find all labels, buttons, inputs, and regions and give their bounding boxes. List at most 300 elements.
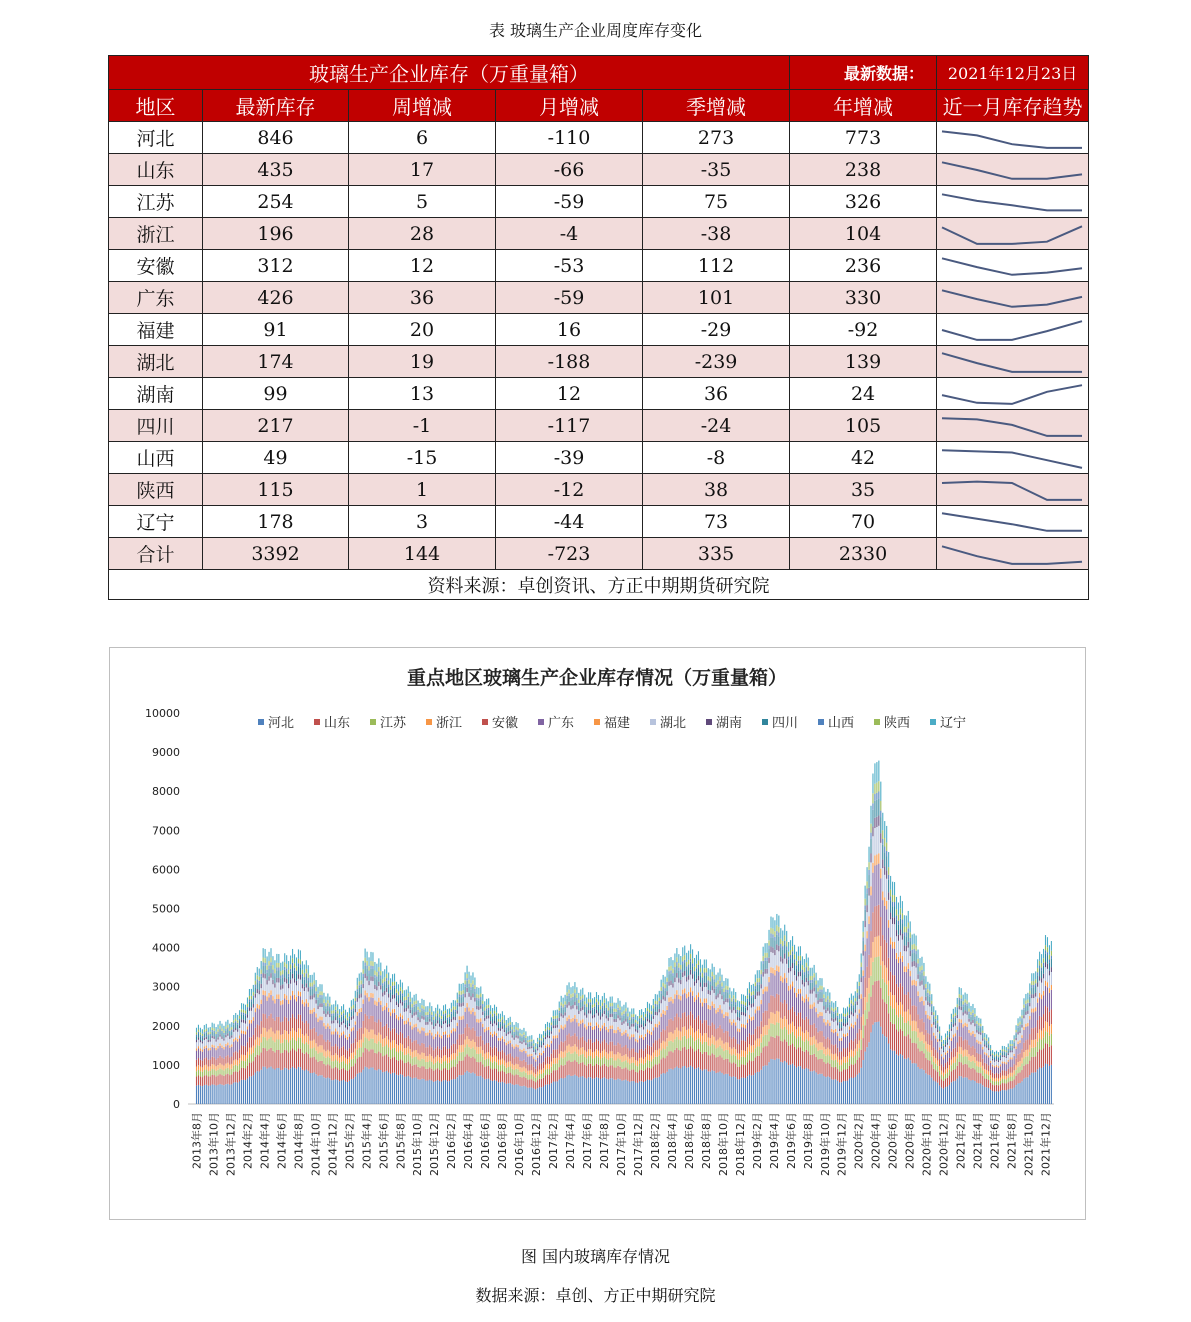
bar-segment [623, 1055, 624, 1061]
bar-segment [380, 975, 381, 978]
bar-segment [867, 1047, 868, 1104]
bar-segment [670, 985, 671, 997]
bar-segment [519, 1086, 520, 1104]
bar-segment [241, 1061, 242, 1068]
bar-segment [739, 1054, 740, 1060]
bar-segment [890, 901, 891, 912]
bar-segment [700, 1069, 701, 1104]
bar-segment [914, 1063, 915, 1104]
bar-segment [847, 1048, 848, 1057]
bar-segment [402, 993, 403, 995]
bar-segment [627, 1034, 628, 1037]
bar-segment [267, 1018, 268, 1031]
bar-segment [737, 1079, 738, 1104]
bar-segment [714, 989, 715, 993]
bar-segment [325, 996, 326, 1002]
bar-segment [341, 1081, 342, 1104]
bar-segment [619, 1044, 620, 1053]
bar-segment [533, 1076, 534, 1080]
bar-segment [357, 1002, 358, 1012]
bar-segment [621, 1062, 622, 1069]
bar-segment [647, 1060, 648, 1067]
bar-segment [404, 1048, 405, 1055]
bar-segment [857, 1075, 858, 1104]
bar-segment [241, 1012, 242, 1014]
bar-segment [914, 985, 915, 1005]
bar-segment [908, 969, 909, 992]
bar-segment [218, 1040, 219, 1046]
table-row [109, 538, 1089, 570]
bar-segment [516, 1044, 517, 1046]
bar-segment [361, 1072, 362, 1104]
bar-segment [361, 1047, 362, 1056]
bar-segment [888, 880, 889, 893]
bar-segment [343, 1023, 344, 1031]
bar-segment [661, 1043, 662, 1050]
bar-segment [337, 1031, 338, 1034]
bar-segment [853, 996, 854, 1003]
bar-segment [286, 1031, 287, 1040]
bar-segment [327, 993, 328, 1000]
bar-segment [633, 1037, 634, 1048]
bar-segment [602, 1028, 603, 1041]
bar-segment [472, 1047, 473, 1056]
bar-segment [819, 989, 820, 992]
bar-segment [619, 1001, 620, 1007]
bar-segment [237, 1032, 238, 1039]
bar-segment [368, 997, 369, 1001]
bar-segment [712, 1044, 713, 1054]
bar-segment [410, 1025, 411, 1038]
bar-segment [537, 1072, 538, 1076]
bar-segment [645, 1063, 646, 1070]
bar-segment [600, 1053, 601, 1059]
bar-segment [784, 1039, 785, 1061]
bar-segment [868, 1042, 869, 1104]
bar-segment [702, 1054, 703, 1071]
bar-segment [506, 1068, 507, 1074]
bar-segment [567, 1061, 568, 1075]
bar-segment [672, 1003, 673, 1020]
bar-segment [263, 962, 264, 965]
bar-segment [349, 1023, 350, 1026]
bar-segment [914, 1031, 915, 1043]
bar-segment [827, 1037, 828, 1047]
bar-segment [414, 1041, 415, 1051]
bar-segment [790, 984, 791, 989]
bar-segment [208, 1060, 209, 1067]
bar-segment [563, 1015, 564, 1018]
bar-segment [212, 1023, 213, 1028]
bar-segment [621, 1069, 622, 1081]
bar-segment [459, 991, 460, 995]
bar-segment [600, 1067, 601, 1080]
bar-segment [300, 1049, 301, 1067]
bar-segment [212, 1038, 213, 1045]
bar-segment [833, 1022, 834, 1030]
bar-segment [331, 1061, 332, 1068]
bar-segment [818, 1017, 819, 1032]
bar-segment [918, 979, 919, 991]
bar-segment [865, 977, 866, 997]
bar-segment [590, 1023, 591, 1026]
bar-segment [592, 1059, 593, 1066]
bar-segment [278, 968, 279, 971]
bar-segment [267, 956, 268, 965]
bar-segment [225, 1084, 226, 1104]
bar-segment [761, 984, 762, 988]
bar-segment [196, 1028, 197, 1033]
bar-segment [325, 1017, 326, 1026]
bar-segment [490, 1014, 491, 1016]
bar-segment [796, 965, 797, 968]
bar-segment [388, 1008, 389, 1012]
bar-segment [208, 1077, 209, 1086]
bar-segment [916, 1064, 917, 1104]
bar-segment [649, 1034, 650, 1046]
bar-segment [561, 1025, 562, 1028]
bar-segment [586, 1078, 587, 1104]
bar-segment [747, 995, 748, 998]
bar-segment [251, 1063, 252, 1077]
bar-segment [225, 1022, 226, 1027]
bar-segment [663, 975, 664, 983]
bar-segment [353, 1027, 354, 1030]
bar-segment [568, 1015, 569, 1019]
bar-segment [743, 1001, 744, 1004]
bar-segment [843, 1057, 844, 1063]
bar-segment [806, 967, 807, 970]
bar-segment [494, 1011, 495, 1014]
week-cell: 5 [349, 186, 496, 218]
bar-segment [419, 1033, 420, 1045]
bar-segment [612, 1029, 613, 1042]
bar-segment [892, 948, 893, 975]
bar-segment [367, 968, 368, 976]
bar-segment [743, 1012, 744, 1015]
bar-segment [384, 969, 385, 977]
bar-segment [470, 1010, 471, 1014]
bar-segment [784, 978, 785, 1000]
bar-segment [274, 960, 275, 969]
bar-segment [241, 1003, 242, 1009]
bar-segment [821, 978, 822, 986]
bar-segment [772, 968, 773, 974]
bar-segment [519, 1041, 520, 1043]
bar-segment [306, 1034, 307, 1043]
legend-swatch [818, 719, 824, 725]
bar-segment [686, 1039, 687, 1050]
bar-segment [800, 976, 801, 989]
bar-segment [486, 1066, 487, 1079]
bar-segment [214, 1024, 215, 1029]
bar-segment [686, 982, 687, 994]
bar-segment [614, 1060, 615, 1067]
bar-segment [914, 952, 915, 961]
bar-segment [243, 1068, 244, 1080]
bar-segment [751, 998, 752, 1004]
bar-segment [551, 1073, 552, 1083]
bar-segment [863, 932, 864, 937]
bar-segment [406, 1020, 407, 1023]
bar-segment [274, 973, 275, 976]
bar-segment [363, 984, 364, 988]
bar-segment [863, 937, 864, 941]
bar-segment [586, 1018, 587, 1027]
bar-segment [331, 1046, 332, 1055]
bar-segment [514, 1032, 515, 1034]
bar-segment [255, 981, 256, 985]
bar-segment [537, 1038, 538, 1042]
bar-segment [902, 1005, 903, 1017]
bar-segment [694, 1069, 695, 1104]
bar-segment [412, 1018, 413, 1027]
bar-segment [421, 1043, 422, 1052]
bar-segment [239, 1070, 240, 1081]
bar-segment [406, 1048, 407, 1055]
bar-segment [482, 1015, 483, 1024]
bar-segment [310, 1029, 311, 1041]
bar-segment [780, 976, 781, 981]
bar-segment [518, 1032, 519, 1036]
bar-segment [276, 1017, 277, 1031]
bar-segment [518, 1069, 519, 1075]
bar-segment [229, 1031, 230, 1033]
bar-segment [468, 1027, 469, 1039]
bar-segment [667, 991, 668, 995]
bar-segment [853, 1078, 854, 1104]
sparkline-path [942, 258, 1082, 275]
bar-segment [798, 972, 799, 977]
bar-segment [370, 969, 371, 977]
bar-segment [459, 984, 460, 991]
bar-segment [633, 1017, 634, 1019]
bar-segment [668, 967, 669, 971]
bar-segment [280, 990, 281, 1001]
bar-segment [445, 1034, 446, 1046]
bar-segment [514, 1085, 515, 1104]
bar-segment [231, 1084, 232, 1104]
bar-segment [653, 1053, 654, 1059]
sparkline-path [942, 418, 1082, 436]
week-cell: 144 [349, 538, 496, 570]
bar-segment [810, 1037, 811, 1045]
bar-segment [667, 1006, 668, 1010]
bar-segment [218, 1048, 219, 1058]
bar-segment [565, 1028, 566, 1041]
bar-segment [541, 1055, 542, 1063]
bar-segment [531, 1054, 532, 1056]
bar-segment [370, 966, 371, 969]
bar-segment [578, 1014, 579, 1023]
chart-legend [258, 715, 966, 731]
bar-segment [421, 1008, 422, 1010]
inventory-chart-svg [110, 648, 1085, 1219]
bar-segment [329, 1078, 330, 1104]
bar-segment [410, 1077, 411, 1104]
bar-segment [859, 986, 860, 989]
bar-segment [565, 1005, 566, 1007]
bar-segment [827, 996, 828, 999]
bar-segment [323, 1003, 324, 1005]
bar-segment [731, 1063, 732, 1077]
bar-segment [702, 1023, 703, 1036]
bar-segment [259, 1009, 260, 1025]
bar-segment [480, 986, 481, 993]
bar-segment [678, 1068, 679, 1104]
bar-segment [559, 1011, 560, 1013]
bar-segment [847, 1036, 848, 1048]
bar-segment [247, 1029, 248, 1042]
bar-segment [302, 1043, 303, 1053]
bar-segment [741, 1006, 742, 1011]
bar-segment [729, 1019, 730, 1022]
region-cell: 湖北 [109, 346, 203, 378]
bar-segment [892, 902, 893, 906]
bar-segment [876, 981, 877, 1022]
bar-segment [804, 1042, 805, 1052]
bar-segment [347, 1027, 348, 1030]
bar-segment [608, 1013, 609, 1018]
bar-segment [649, 1023, 650, 1031]
bar-segment [696, 1031, 697, 1040]
bar-segment [218, 1046, 219, 1048]
bar-segment [512, 1047, 513, 1057]
bar-segment [696, 955, 697, 964]
bar-segment [300, 950, 301, 959]
bar-segment [608, 1079, 609, 1104]
bar-segment [276, 963, 277, 968]
bar-segment [657, 1024, 658, 1027]
bar-segment [378, 1033, 379, 1042]
bar-segment [535, 1055, 536, 1060]
bar-segment [663, 999, 664, 1009]
bar-segment [531, 1043, 532, 1046]
bar-segment [814, 1054, 815, 1071]
bar-segment [806, 963, 807, 968]
bar-segment [635, 1066, 636, 1072]
bar-segment [749, 1002, 750, 1006]
bar-segment [721, 1073, 722, 1104]
bar-segment [619, 1079, 620, 1104]
bar-segment [484, 1021, 485, 1029]
inventory-table [108, 55, 1089, 600]
bar-segment [692, 991, 693, 996]
bar-segment [390, 990, 391, 993]
bar-segment [239, 1036, 240, 1039]
bar-segment [396, 1051, 397, 1060]
bar-segment [618, 1043, 619, 1053]
bar-segment [419, 1014, 420, 1019]
bar-segment [916, 1006, 917, 1021]
bar-segment [365, 991, 366, 996]
bar-segment [808, 981, 809, 985]
bar-segment [253, 1008, 254, 1018]
bar-segment [739, 1067, 740, 1079]
bar-segment [243, 1013, 244, 1015]
bar-segment [745, 1058, 746, 1066]
bar-segment [367, 965, 368, 968]
bar-segment [402, 996, 403, 1002]
bar-segment [892, 995, 893, 1008]
bar-segment [294, 978, 295, 982]
bar-segment [527, 1057, 528, 1065]
bar-segment [619, 1029, 620, 1032]
bar-segment [682, 965, 683, 973]
bar-segment [878, 798, 879, 815]
bar-segment [204, 1030, 205, 1032]
table-row [109, 218, 1089, 250]
bar-segment [518, 1038, 519, 1044]
bar-segment [710, 1056, 711, 1072]
bar-segment [394, 998, 395, 1008]
bar-segment [508, 1032, 509, 1035]
bar-segment [461, 1007, 462, 1017]
bar-segment [406, 1063, 407, 1077]
bar-segment [388, 1012, 389, 1028]
bar-segment [518, 1023, 519, 1028]
bar-segment [376, 1023, 377, 1036]
bar-segment [631, 1008, 632, 1014]
bar-segment [551, 1083, 552, 1104]
bar-segment [512, 1029, 513, 1031]
bar-segment [680, 1068, 681, 1104]
bar-segment [278, 999, 279, 1017]
bar-segment [365, 958, 366, 963]
bar-segment [559, 1018, 560, 1021]
bar-segment [737, 1032, 738, 1044]
bar-segment [480, 1076, 481, 1104]
bar-segment [525, 1078, 526, 1087]
bar-segment [519, 1060, 520, 1067]
bar-segment [729, 1006, 730, 1009]
bar-segment [467, 974, 468, 978]
bar-segment [753, 1007, 754, 1017]
bar-segment [714, 1024, 715, 1036]
week-cell: 6 [349, 122, 496, 154]
bar-segment [467, 978, 468, 981]
bar-segment [778, 972, 779, 995]
bar-segment [525, 1039, 526, 1043]
bar-segment [282, 1021, 283, 1034]
bar-segment [200, 1036, 201, 1040]
bar-segment [712, 972, 713, 976]
bar-segment [229, 1033, 230, 1037]
bar-segment [578, 993, 579, 1000]
bar-segment [833, 1060, 834, 1067]
bar-segment [855, 1013, 856, 1022]
bar-segment [706, 972, 707, 975]
bar-segment [384, 1046, 385, 1055]
bar-segment [790, 1024, 791, 1034]
bar-segment [804, 975, 805, 982]
bar-segment [759, 992, 760, 996]
bar-segment [727, 986, 728, 990]
bar-segment [821, 990, 822, 993]
bar-segment [808, 971, 809, 974]
bar-segment [282, 977, 283, 984]
bar-segment [702, 1007, 703, 1024]
bar-segment [606, 1027, 607, 1030]
bar-segment [757, 978, 758, 982]
bar-segment [402, 1002, 403, 1006]
bar-segment [727, 1059, 728, 1074]
bar-segment [453, 1067, 454, 1079]
bar-segment [645, 1008, 646, 1014]
bar-segment [604, 1014, 605, 1023]
bar-segment [263, 1067, 264, 1104]
bar-segment [637, 1042, 638, 1053]
